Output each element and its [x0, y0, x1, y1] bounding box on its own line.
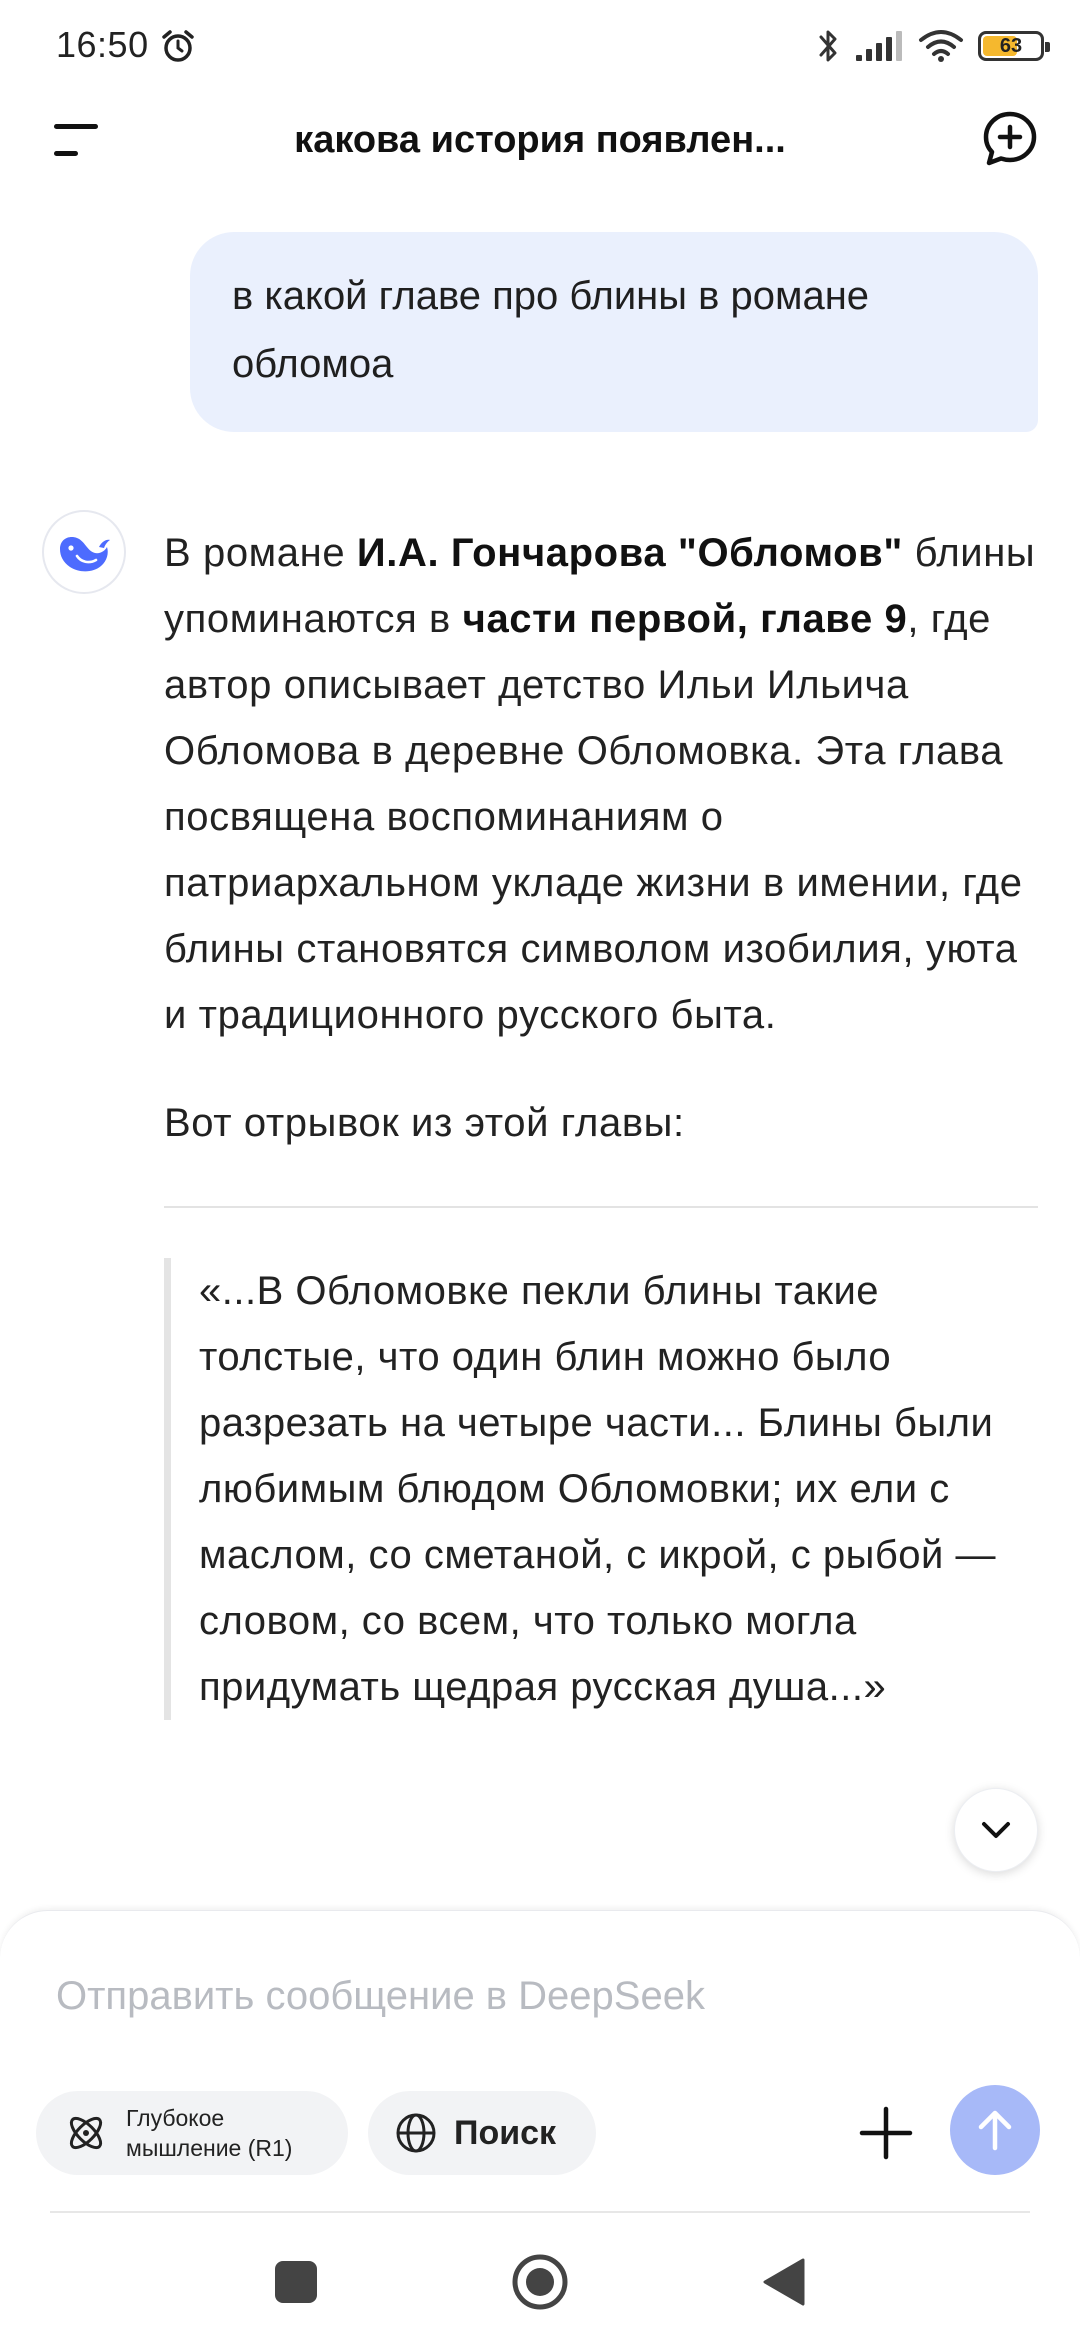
- chat-title[interactable]: какова история появлен...: [294, 119, 786, 161]
- deep-think-toggle[interactable]: [36, 2091, 348, 2175]
- divider: [164, 1206, 1038, 1208]
- square-icon: [273, 2259, 319, 2305]
- scroll-to-bottom-button[interactable]: [954, 1788, 1038, 1872]
- user-message-text: в какой главе про блины в романе обломоа: [232, 274, 870, 386]
- search-label: Поиск: [454, 2113, 557, 2152]
- new-chat-icon: [980, 108, 1040, 168]
- arrow-up-icon: [973, 2106, 1017, 2154]
- battery-cap: [1045, 42, 1050, 52]
- new-chat-button[interactable]: [974, 102, 1046, 174]
- recents-button[interactable]: [256, 2242, 336, 2322]
- blockquote-excerpt: «...В Обломовке пекли блины такие толстые, что один блин можно было разрезать на четыре части... Блины были любимым блюдом Обломовки; их ели с маслом, со сметаной, с икрой, с рыбой — словом, со всем, что только могла придумать щедрая русская душа...»: [164, 1258, 1042, 1720]
- excerpt-intro: Вот отрывок из этой главы:: [164, 1101, 685, 1145]
- answer-text-3: , где автор описывает детство Ильи Ильича Обломова в деревне Обломовка. Эта глава посвящена воспоминаниям о патриархальном укладе жизни в имении, где блины становятся символом изобилия, уюта и традиционного русского быта.: [164, 597, 1023, 1037]
- system-nav-bar: [0, 2222, 1080, 2340]
- globe-icon: [394, 2111, 438, 2155]
- deep-think-label: Глубокое мышление (R1): [126, 2105, 293, 2161]
- wifi-icon: [918, 29, 964, 63]
- search-toggle[interactable]: [368, 2091, 596, 2175]
- answer-bold-author: И.А. Гончарова "Обломов": [356, 531, 903, 575]
- send-button[interactable]: [950, 2085, 1040, 2175]
- assistant-avatar: [42, 510, 126, 594]
- back-button[interactable]: [744, 2242, 824, 2322]
- composer: [0, 1910, 1080, 2222]
- status-time: 16:50: [56, 24, 149, 65]
- atom-icon: [64, 2111, 108, 2155]
- signal-icon: [854, 29, 904, 63]
- composer-divider: [50, 2211, 1030, 2213]
- menu-button[interactable]: [44, 108, 108, 172]
- chat-header: [0, 92, 1080, 240]
- battery-icon: [978, 31, 1044, 61]
- menu-icon: [50, 120, 102, 160]
- alarm-icon: [160, 28, 196, 64]
- status-bar: [0, 0, 1080, 92]
- circle-icon: [510, 2252, 570, 2312]
- answer-bold-chapter: части первой, главе 9: [462, 597, 908, 641]
- triangle-back-icon: [761, 2256, 807, 2308]
- message-input[interactable]: [56, 1961, 1016, 2031]
- chevron-down-icon: [978, 1818, 1014, 1842]
- plus-icon: [858, 2105, 914, 2161]
- assistant-message: [164, 520, 1042, 1720]
- home-button[interactable]: [500, 2242, 580, 2322]
- battery-level: 63: [999, 34, 1023, 57]
- status-icons: [816, 24, 1044, 68]
- answer-text-1: В романе: [164, 531, 357, 575]
- attach-button[interactable]: [850, 2097, 922, 2169]
- deepseek-whale-icon: [55, 529, 113, 575]
- user-message-bubble: [190, 232, 1038, 432]
- answer-paragraph: [164, 520, 1042, 1048]
- bluetooth-icon: [816, 26, 840, 66]
- answer-text-2: блины упоминаются в: [164, 531, 1036, 641]
